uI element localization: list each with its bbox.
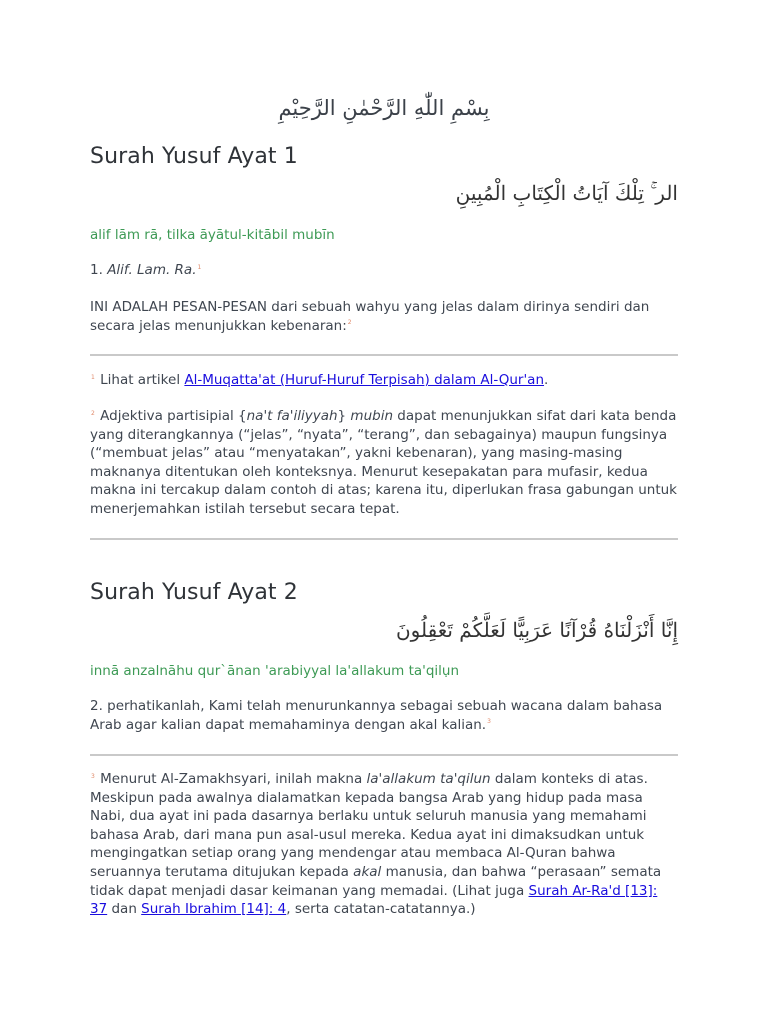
arabic-verse-ayat-2: إِنَّا أَنْزَلْنَاهُ قُرْآنًا عَرَبِيًّا لَعَلَّكُمْ تَعْقِلُونَ bbox=[395, 618, 678, 642]
footnote-2-marker: 2 bbox=[91, 409, 95, 417]
footnote-1-suffix: . bbox=[544, 372, 549, 388]
footnote-3 bbox=[90, 770, 678, 919]
translation-text: Alif. Lam. Ra. bbox=[107, 262, 197, 278]
surah-ar-rad-link[interactable]: Surah Ar-Ra'd [13]: 37 bbox=[90, 882, 658, 918]
footnote-2-italic-term: na't fa'iliyyah bbox=[246, 408, 338, 424]
divider bbox=[90, 538, 678, 540]
footnote-2 bbox=[90, 407, 678, 519]
footnote-3-marker: 3 bbox=[91, 772, 95, 780]
translation-ayat-2 bbox=[90, 697, 678, 734]
paragraph-text: INI ADALAH PESAN-PESAN dari sebuah wahyu yang jelas dalam dirinya sendiri dan secara jelas menunjukkan kebenaran: bbox=[90, 299, 650, 334]
section-heading-ayat-1: Surah Yusuf Ayat 1 bbox=[90, 144, 298, 169]
footnote-3-end: , serta catatan-catatannya.) bbox=[286, 901, 476, 918]
divider bbox=[90, 354, 678, 356]
footnote-marker-1[interactable]: 1 bbox=[197, 263, 202, 271]
footnote-3-mid3: dan bbox=[107, 901, 142, 918]
footnote-2-mid: } bbox=[337, 408, 351, 424]
transliteration-ayat-1: alif lām rā, tilka āyātul-kitābil mubīn bbox=[90, 227, 335, 243]
arabic-verse-ayat-1: الر ۚ تِلْكَ آيَاتُ الْكِتَابِ الْمُبِينِ bbox=[455, 181, 678, 205]
footnote-3-italic-akal: akal bbox=[353, 863, 382, 880]
footnote-2-italic-mubin: mubin bbox=[350, 408, 394, 424]
footnote-marker-3[interactable]: 3 bbox=[487, 718, 491, 726]
footnote-marker-2[interactable]: 2 bbox=[347, 319, 352, 327]
footnote-1-prefix: Lihat artikel bbox=[100, 372, 181, 388]
divider bbox=[90, 754, 678, 756]
footnote-3-italic-term: la'allakum ta'qilun bbox=[366, 771, 491, 787]
translation-ayat-1 bbox=[90, 261, 678, 280]
footnote-3-pre: Menurut Al-Zamakhsyari, inilah makna bbox=[100, 771, 367, 787]
translation-2-text: 2. perhatikanlah, Kami telah menurunkannya sebagai sebuah wacana dalam bahasa Arab agar kalian dapat memahaminya dengan akal kalian. bbox=[90, 698, 663, 733]
surah-ibrahim-link[interactable]: Surah Ibrahim [14]: 4 bbox=[141, 901, 287, 918]
transliteration-ayat-2: innā anzalnāhu qur`ānan 'arabiyyal la'allakum ta'qilụn bbox=[90, 663, 460, 679]
translation-number: 1. bbox=[90, 262, 103, 278]
footnote-2-rest: dapat menunjukkan sifat dari kata benda yang diterangkannya (“jelas”, “nyata”, “terang”, dan sebagainya) maupun fungsinya (“membuat jelas” atau “menyatakan”, yakni kebenaran), yang masing-masing maknanya ditentukan oleh konteksnya. Menurut kesepakatan para mufasir, kedua makna ini tercakup dalam contoh di atas; karena itu, diperlukan frasa gabungan untuk menerjemahkan istilah tersebut secara tepat. bbox=[90, 408, 677, 517]
muqattaat-article-link[interactable]: Al-Muqatta'at (Huruf-Huruf Terpisah) dalam Al-Qur'an bbox=[184, 372, 545, 388]
basmala: بِسْمِ اللّٰهِ الرَّحْمٰنِ الرَّحِيْمِ bbox=[278, 96, 490, 120]
section-heading-ayat-2: Surah Yusuf Ayat 2 bbox=[90, 580, 298, 605]
footnote-3-mid2: manusia, dan bahwa “perasaan” semata tidak dapat menjadi dasar keimanan yang memadai. (Lihat juga bbox=[90, 863, 662, 899]
footnote-3-mid1: dalam konteks di atas. Meskipun pada awalnya dialamatkan kepada bangsa Arab yang hidup pada masa Nabi, dua ayat ini pada dasarnya berlaku untuk seluruh manusia yang memahami bahasa Arab, dari mana pun asal-usul mereka. Kedua ayat ini dimaksudkan untuk mengingatkan setiap orang yang mendengar atau membaca Al-Quran bahwa seruannya terutama ditujukan kepada bbox=[90, 771, 648, 880]
footnote-1 bbox=[90, 371, 678, 390]
paragraph-ayat-1 bbox=[90, 298, 678, 335]
footnote-1-marker: 1 bbox=[91, 373, 95, 381]
footnote-2-pre: Adjektiva partisipial { bbox=[100, 408, 247, 424]
